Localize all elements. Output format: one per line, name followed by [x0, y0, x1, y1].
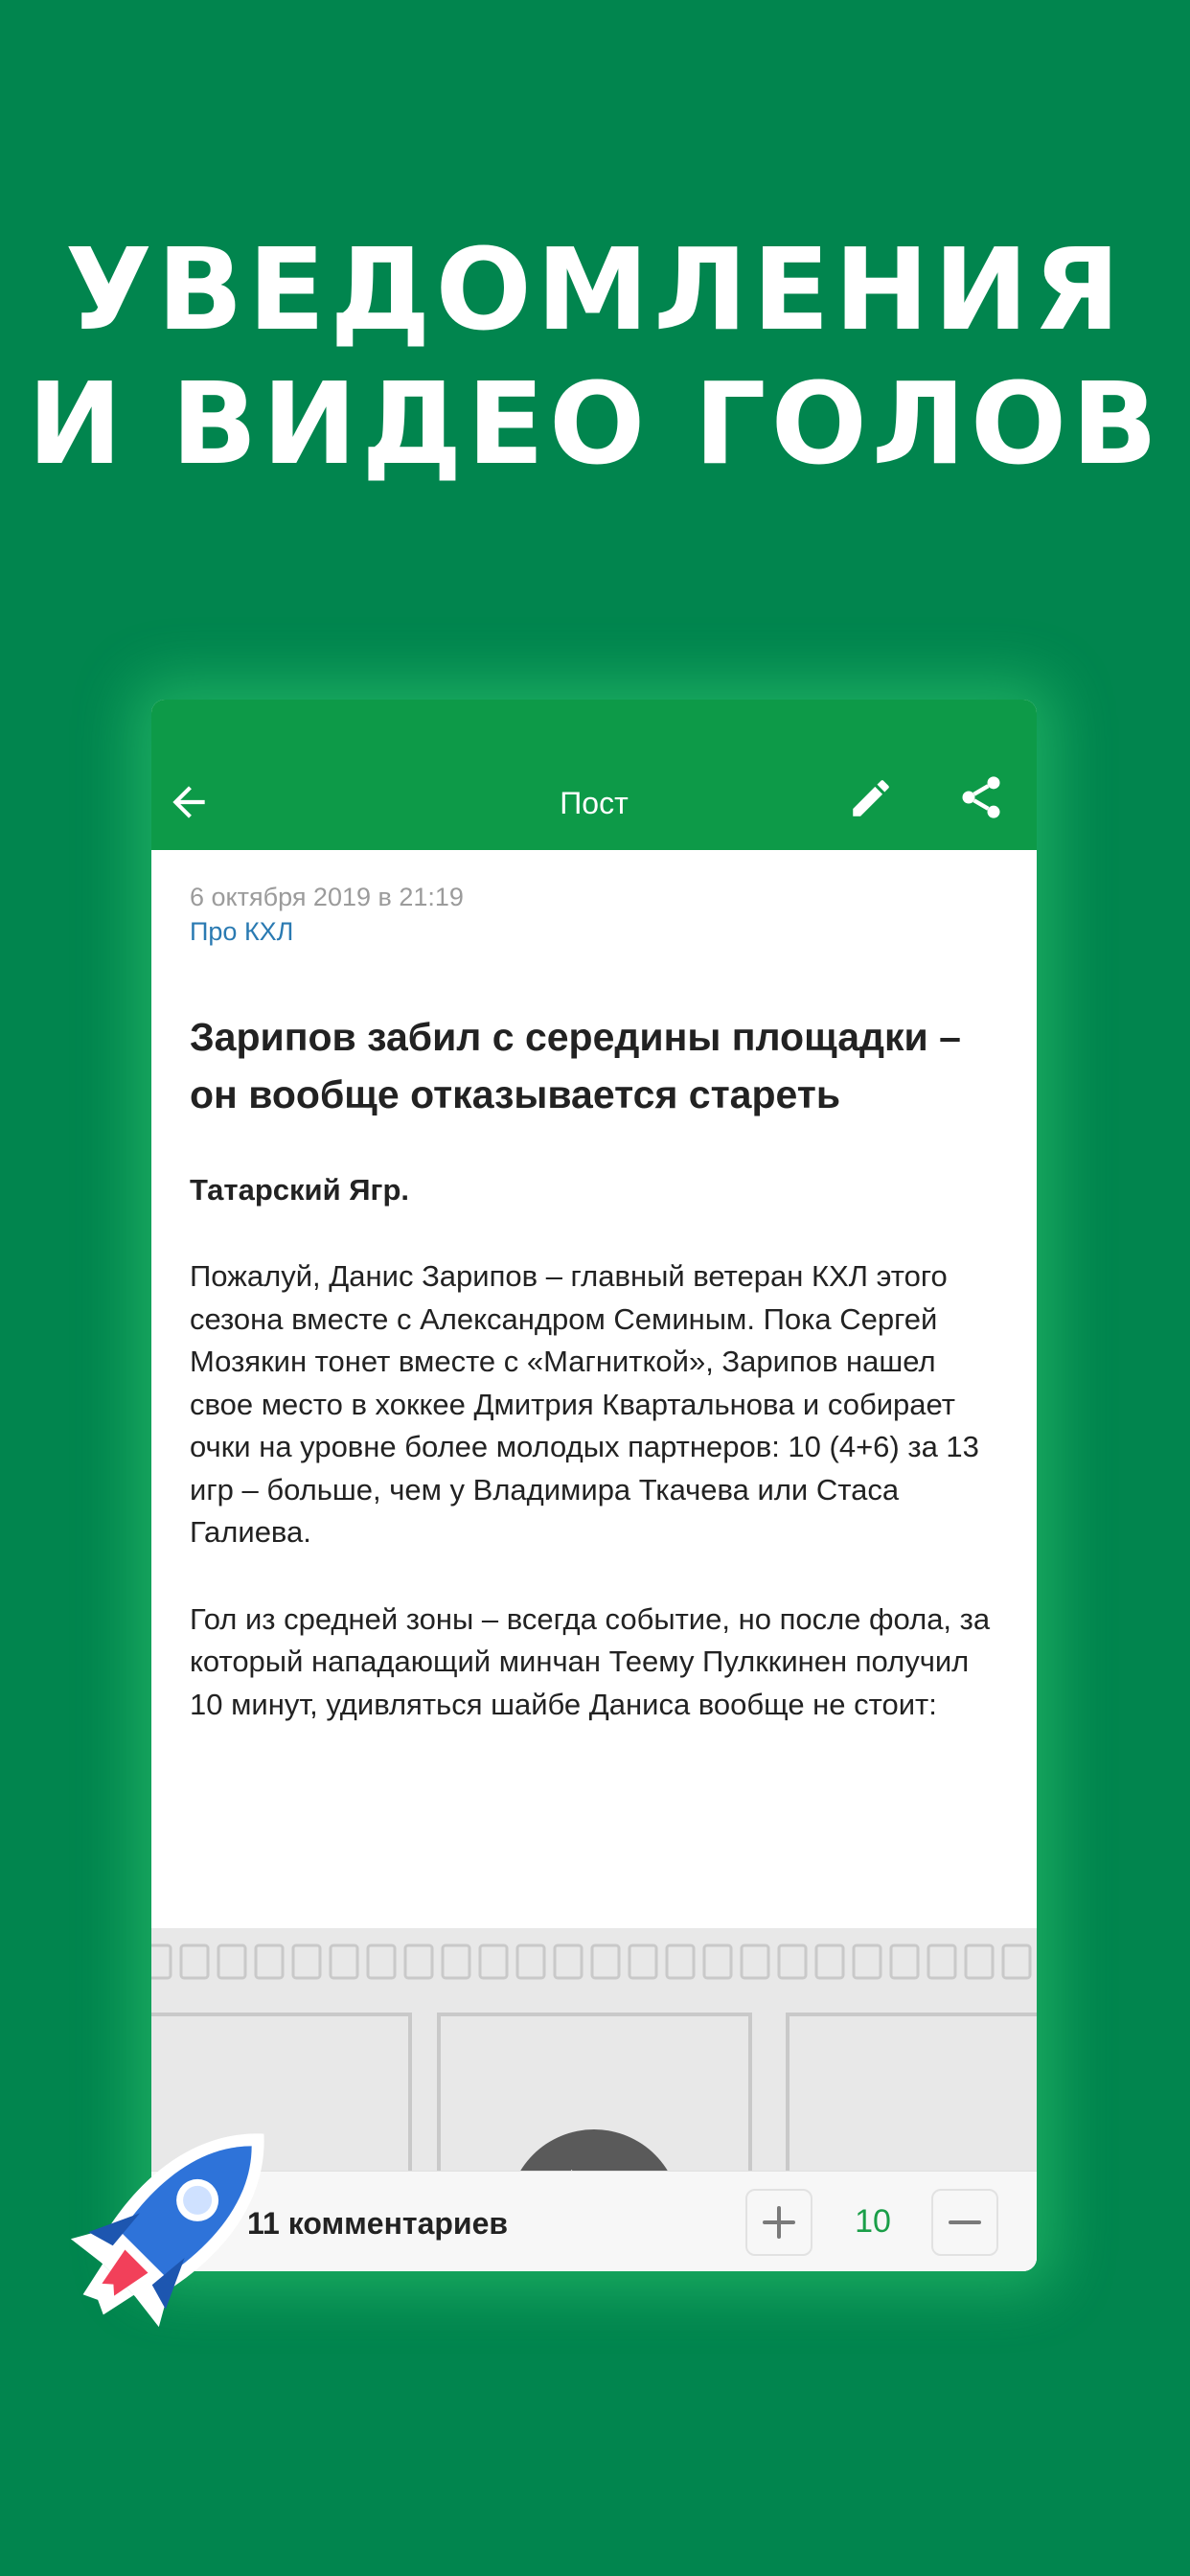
comments-count-link[interactable]: 11 комментариев — [247, 2206, 509, 2241]
post-paragraph-2: Гол из средней зоны – всегда событие, но после фола, за который нападающий минчан Теему Пулккинен получил 10 минут, удивляться шайбе Даниса вообще не стоит: — [190, 1601, 991, 1721]
post-title: Зарипов забил с середины площадки – он вообще отказывается стареть — [190, 1015, 961, 1116]
headline-line-2: И ВИДЕО ГОЛОВ — [27, 357, 1163, 490]
post-date: 6 октября 2019 в 21:19 — [190, 883, 464, 911]
post-source-link[interactable]: Про КХЛ — [190, 917, 294, 946]
page-title: Пост — [560, 786, 629, 820]
post-paragraph-1: Пожалуй, Данис Зарипов – главный ветеран КХЛ этого сезона вместе с Александром Семиным. Пока Сергей Мозякин тонет вместе с «Магниткой», Зарипов нашел свое место в хоккее Дмитрия Квартальнова и собирает очки на уровне более молодых партнеров: 10 (4+6) за 13 игр – больше, чем у Владимира Ткачева или Стаса Галиева. — [190, 1259, 979, 1549]
post-author: Татарский Ягр. — [190, 1173, 409, 1207]
headline-line-1: УВЕДОМЛЕНИЯ — [64, 223, 1126, 356]
share-icon[interactable] — [956, 772, 1006, 822]
upvote-button[interactable] — [745, 2189, 812, 2256]
post-content — [190, 880, 1004, 1726]
rating-count: 10 — [855, 2203, 891, 2240]
nav-bar — [151, 700, 1037, 850]
phone-screen — [151, 700, 1037, 2271]
plus-icon — [747, 2191, 811, 2254]
promo-headline — [0, 222, 1190, 491]
downvote-button[interactable] — [931, 2189, 998, 2256]
minus-icon — [933, 2191, 996, 2254]
rocket-icon — [59, 2089, 299, 2348]
pencil-icon[interactable] — [847, 774, 895, 822]
